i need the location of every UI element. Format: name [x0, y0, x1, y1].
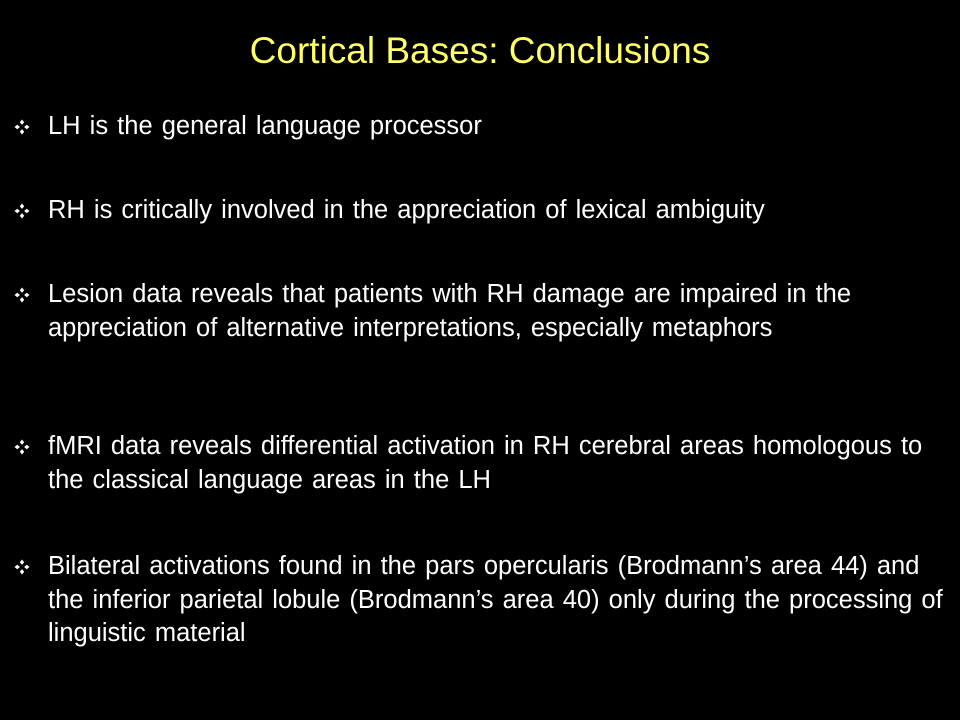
bullet-item	[14, 430, 944, 497]
bullet-text: RH is critically involved in the appreciation of lexical ambiguity	[48, 196, 765, 224]
four-diamond-icon	[14, 287, 30, 303]
bullet-text: LH is the general language processor	[48, 112, 482, 140]
four-diamond-icon	[14, 439, 30, 455]
bullet-text: Bilateral activations found in the pars opercularis (Brodmann’s area 44) and the inferior parietal lobule (Brodmann’s area 40) only during the processing of linguistic material	[48, 552, 943, 647]
bullet-text: Lesion data reveals that patients with RH damage are impaired in the appreciation of alternative interpretations, especially metaphors	[48, 280, 852, 342]
four-diamond-icon	[14, 559, 30, 575]
bullet-item	[14, 194, 944, 228]
four-diamond-icon	[14, 119, 30, 135]
slide-title: Cortical Bases: Conclusions	[249, 30, 711, 71]
four-diamond-icon	[14, 203, 30, 219]
bullet-item	[14, 278, 944, 345]
bullet-item	[14, 550, 944, 651]
bullet-text: fMRI data reveals differential activation in RH cerebral areas homologous to the classical language areas in the LH	[48, 432, 923, 494]
bullet-item	[14, 110, 944, 144]
